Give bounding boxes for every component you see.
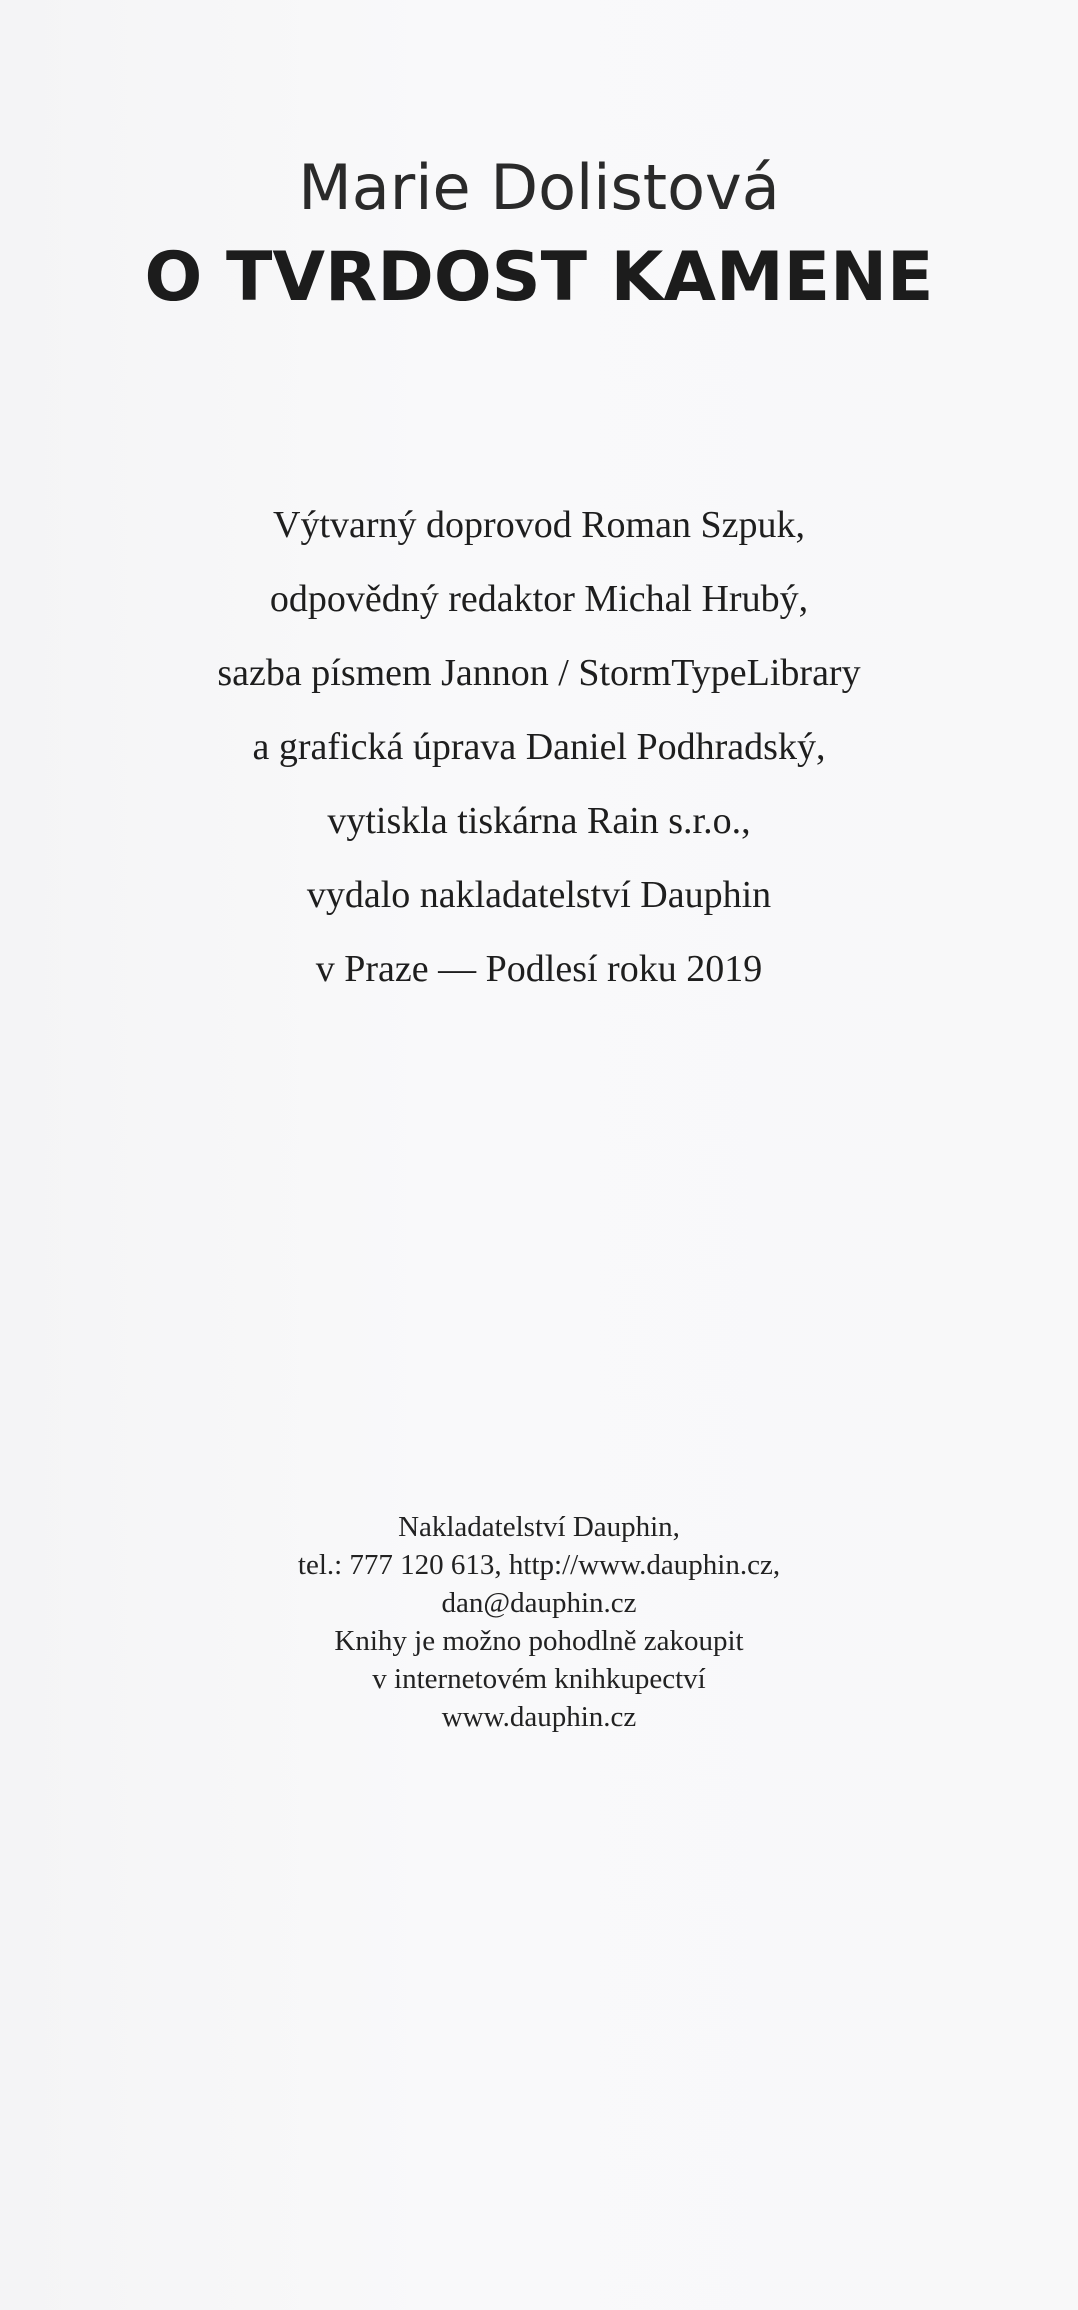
- credits-block: [0, 488, 1078, 1006]
- publisher-info: [0, 1508, 1078, 1736]
- publisher-line: v internetovém knihkupectví: [372, 1663, 706, 1695]
- publisher-line: tel.: 777 120 613, http://www.dauphin.cz,: [297, 1549, 781, 1581]
- credit-line: odpovědný redaktor Michal Hrubý,: [269, 578, 809, 620]
- credit-line: vytiskla tiskárna Rain s.r.o.,: [327, 800, 751, 842]
- book-title: O TVRDOST KAMENE: [144, 238, 934, 317]
- publisher-line: Nakladatelství Dauphin,: [398, 1511, 680, 1543]
- credit-line: vydalo nakladatelství Dauphin: [306, 874, 772, 916]
- publisher-line: dan@dauphin.cz: [441, 1587, 637, 1619]
- publisher-line: www.dauphin.cz: [441, 1701, 637, 1733]
- publisher-line: Knihy je možno pohodlně zakoupit: [334, 1625, 744, 1657]
- credit-line: v Praze — Podlesí roku 2019: [315, 948, 763, 990]
- author-name: Marie Dolistová: [298, 151, 780, 224]
- credit-line: Výtvarný doprovod Roman Szpuk,: [273, 504, 805, 546]
- credit-line: a grafická úprava Daniel Podhradský,: [252, 726, 826, 768]
- credit-line: sazba písmem Jannon / StormTypeLibrary: [217, 652, 861, 694]
